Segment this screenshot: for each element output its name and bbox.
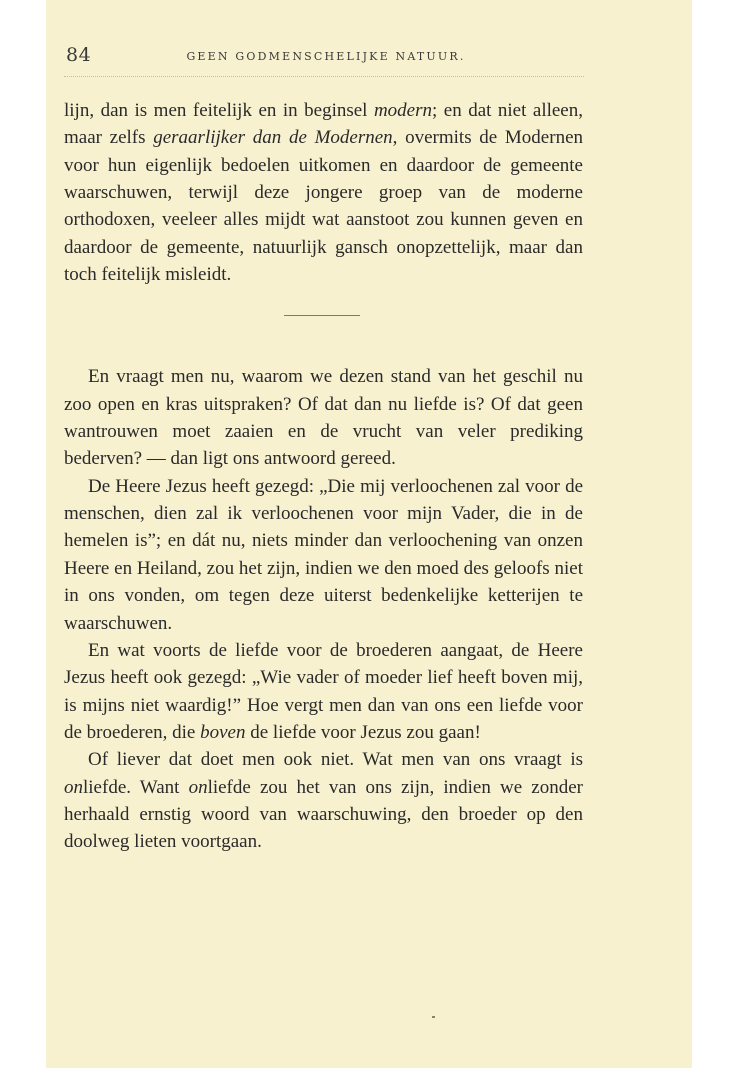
paragraph-3: De Heere Jezus heeft gezegd: „Die mij verloochenen zal voor de menschen, dien zal ik verloochenen voor mijn Vader, die in de hemelen is”; en dát nu, niets minder dan verloochening van onzen Heere en Heiland, zou het zijn, indien we den moed des geloofs niet in ons vonden, om tegen deze uiterst bedenkelijke ketterijen te waarschuwen. xyxy=(64,475,583,634)
paragraph-1 xyxy=(64,97,583,288)
section-break xyxy=(64,302,583,329)
p5-text-c: liefde zou het van ons zijn, indien we zonder herhaald ernstig woord van waarschuwing, den broeder op den doolweg lieten voortgaan. xyxy=(64,776,583,853)
p1-text-a: lijn, dan is men feitelijk en in beginsel xyxy=(64,100,374,121)
p4-text-b: de liefde voor Jezus zou gaan! xyxy=(245,721,481,743)
paragraph-5 xyxy=(64,746,583,855)
running-title: GEEN GODMENSCHELIJKE NATUUR. xyxy=(186,50,466,63)
p5-text-a: Of liever dat doet men ook niet. Wat men van ons vraagt is xyxy=(88,749,583,771)
p1-text-b: ; en dat niet alleen, maar zelfs xyxy=(64,100,583,149)
p5-emphasis-2: on xyxy=(188,776,208,798)
page-number: 84 xyxy=(66,44,92,66)
p5-text-b: liefde. Want xyxy=(83,776,189,798)
p4-text-a: En wat voorts de liefde voor de broederen aangaat, de Heere Jezus heeft ook gezegd: „Wie vader of moeder lief heeft boven mij, is mijns niet waardig!” Hoe vergt men dan van ons een liefde voor de broederen, die xyxy=(64,639,583,743)
paragraph-2: En vraagt men nu, waarom we dezen stand van het geschil nu zoo open en kras uitspraken? Of dat dan nu liefde is? Of dat geen wantrouwen moet zaaien en de vrucht van veler prediking bederven? — dan ligt ons antwoord gereed. xyxy=(64,366,583,470)
p4-emphasis-1: boven xyxy=(200,721,246,743)
p1-text-c: , overmits de Modernen voor hun eigenlijk bedoelen uitkomen en daardoor de gemeente waarschuwen, terwijl deze jongere groep van de moderne orthodoxen, veeleer alles mijdt wat aanstoot zou kunnen geven en daardoor de gemeente, natuurlijk gansch onopzettelijk, maar dan toch feitelijk misleidt. xyxy=(64,127,583,286)
header-rule xyxy=(64,76,584,77)
body-text xyxy=(64,97,583,856)
running-head xyxy=(66,44,586,70)
p1-emphasis-1: modern xyxy=(373,100,433,121)
section-divider xyxy=(284,315,360,316)
paper-speck xyxy=(432,1016,435,1018)
p5-emphasis-1: on xyxy=(64,776,83,798)
paragraph-4 xyxy=(64,637,583,746)
p1-emphasis-2: geraarlijker dan de Modernen xyxy=(153,127,393,149)
